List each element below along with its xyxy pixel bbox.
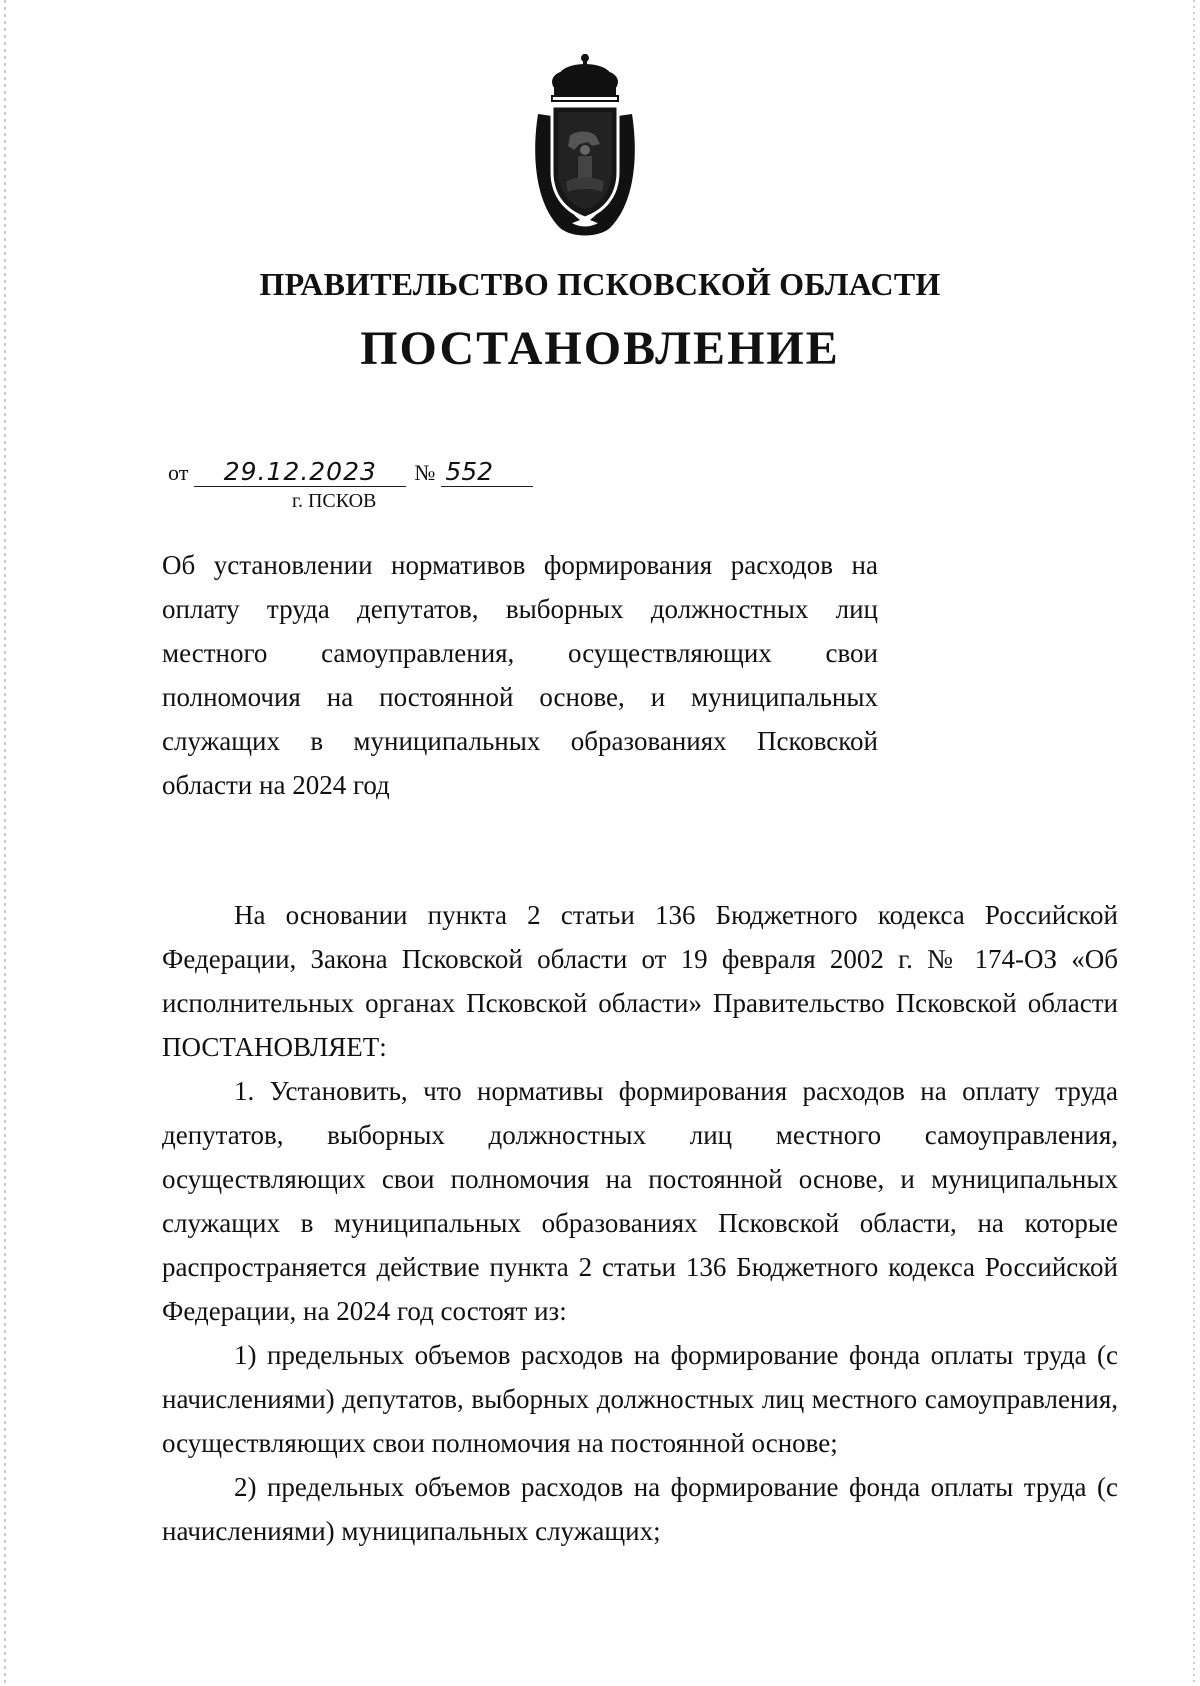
organization-title: ПРАВИТЕЛЬСТВО ПСКОВСКОЙ ОБЛАСТИ: [259, 266, 941, 302]
date-prefix: от: [168, 460, 189, 485]
date-number-line: [168, 458, 533, 487]
scan-edge-left: [4, 0, 6, 1686]
document-type-title: ПОСТАНОВЛЕНИЕ: [360, 322, 840, 375]
document-subject: Об установлении нормативов формирования расходов на оплату труда депутатов, выборных должностных лиц местного самоуправления, осуществляющих свои полномочия на постоянной основе, и муниципальных служащих в муниципальных образованиях Псковской области на 2024 год: [162, 550, 878, 800]
paragraph-1-item-1: 1) предельных объемов расходов на формирование фонда оплаты труда (с начислениями) депутатов, выборных должностных лиц местного самоуправления, осуществляющих свои полномочия на постоянной основе;: [162, 1340, 1118, 1458]
number-prefix: №: [414, 460, 436, 485]
handwritten-date: 29.12.2023: [194, 458, 406, 487]
city-label: г. ПСКОВ: [292, 490, 377, 512]
crown-icon: [552, 54, 618, 101]
handwritten-number: 552: [441, 458, 533, 487]
preamble-paragraph: На основании пункта 2 статьи 136 Бюджетного кодекса Российской Федерации, Закона Псковской области от 19 февраля 2002 г. № 174-ОЗ «Об исполнительных органах Псковской области» Правительство Псковской области ПОСТАНОВЛЯЕТ:: [162, 900, 1118, 1062]
paragraph-1-item-2: 2) предельных объемов расходов на формирование фонда оплаты труда (с начислениями) муниципальных служащих;: [162, 1472, 1118, 1546]
coat-of-arms-emblem: [530, 52, 640, 240]
scan-edge-right: [1193, 0, 1195, 1686]
paragraph-1: 1. Установить, что нормативы формирования расходов на оплату труда депутатов, выборных должностных лиц местного самоуправления, осуществляющих свои полномочия на постоянной основе, и муниципальных служащих в муниципальных образованиях Псковской области, на которые распространяется действие пункта 2 статьи 136 Бюджетного кодекса Российской Федерации, на 2024 год состоят из:: [162, 1076, 1118, 1326]
document-body: [162, 893, 1118, 1553]
